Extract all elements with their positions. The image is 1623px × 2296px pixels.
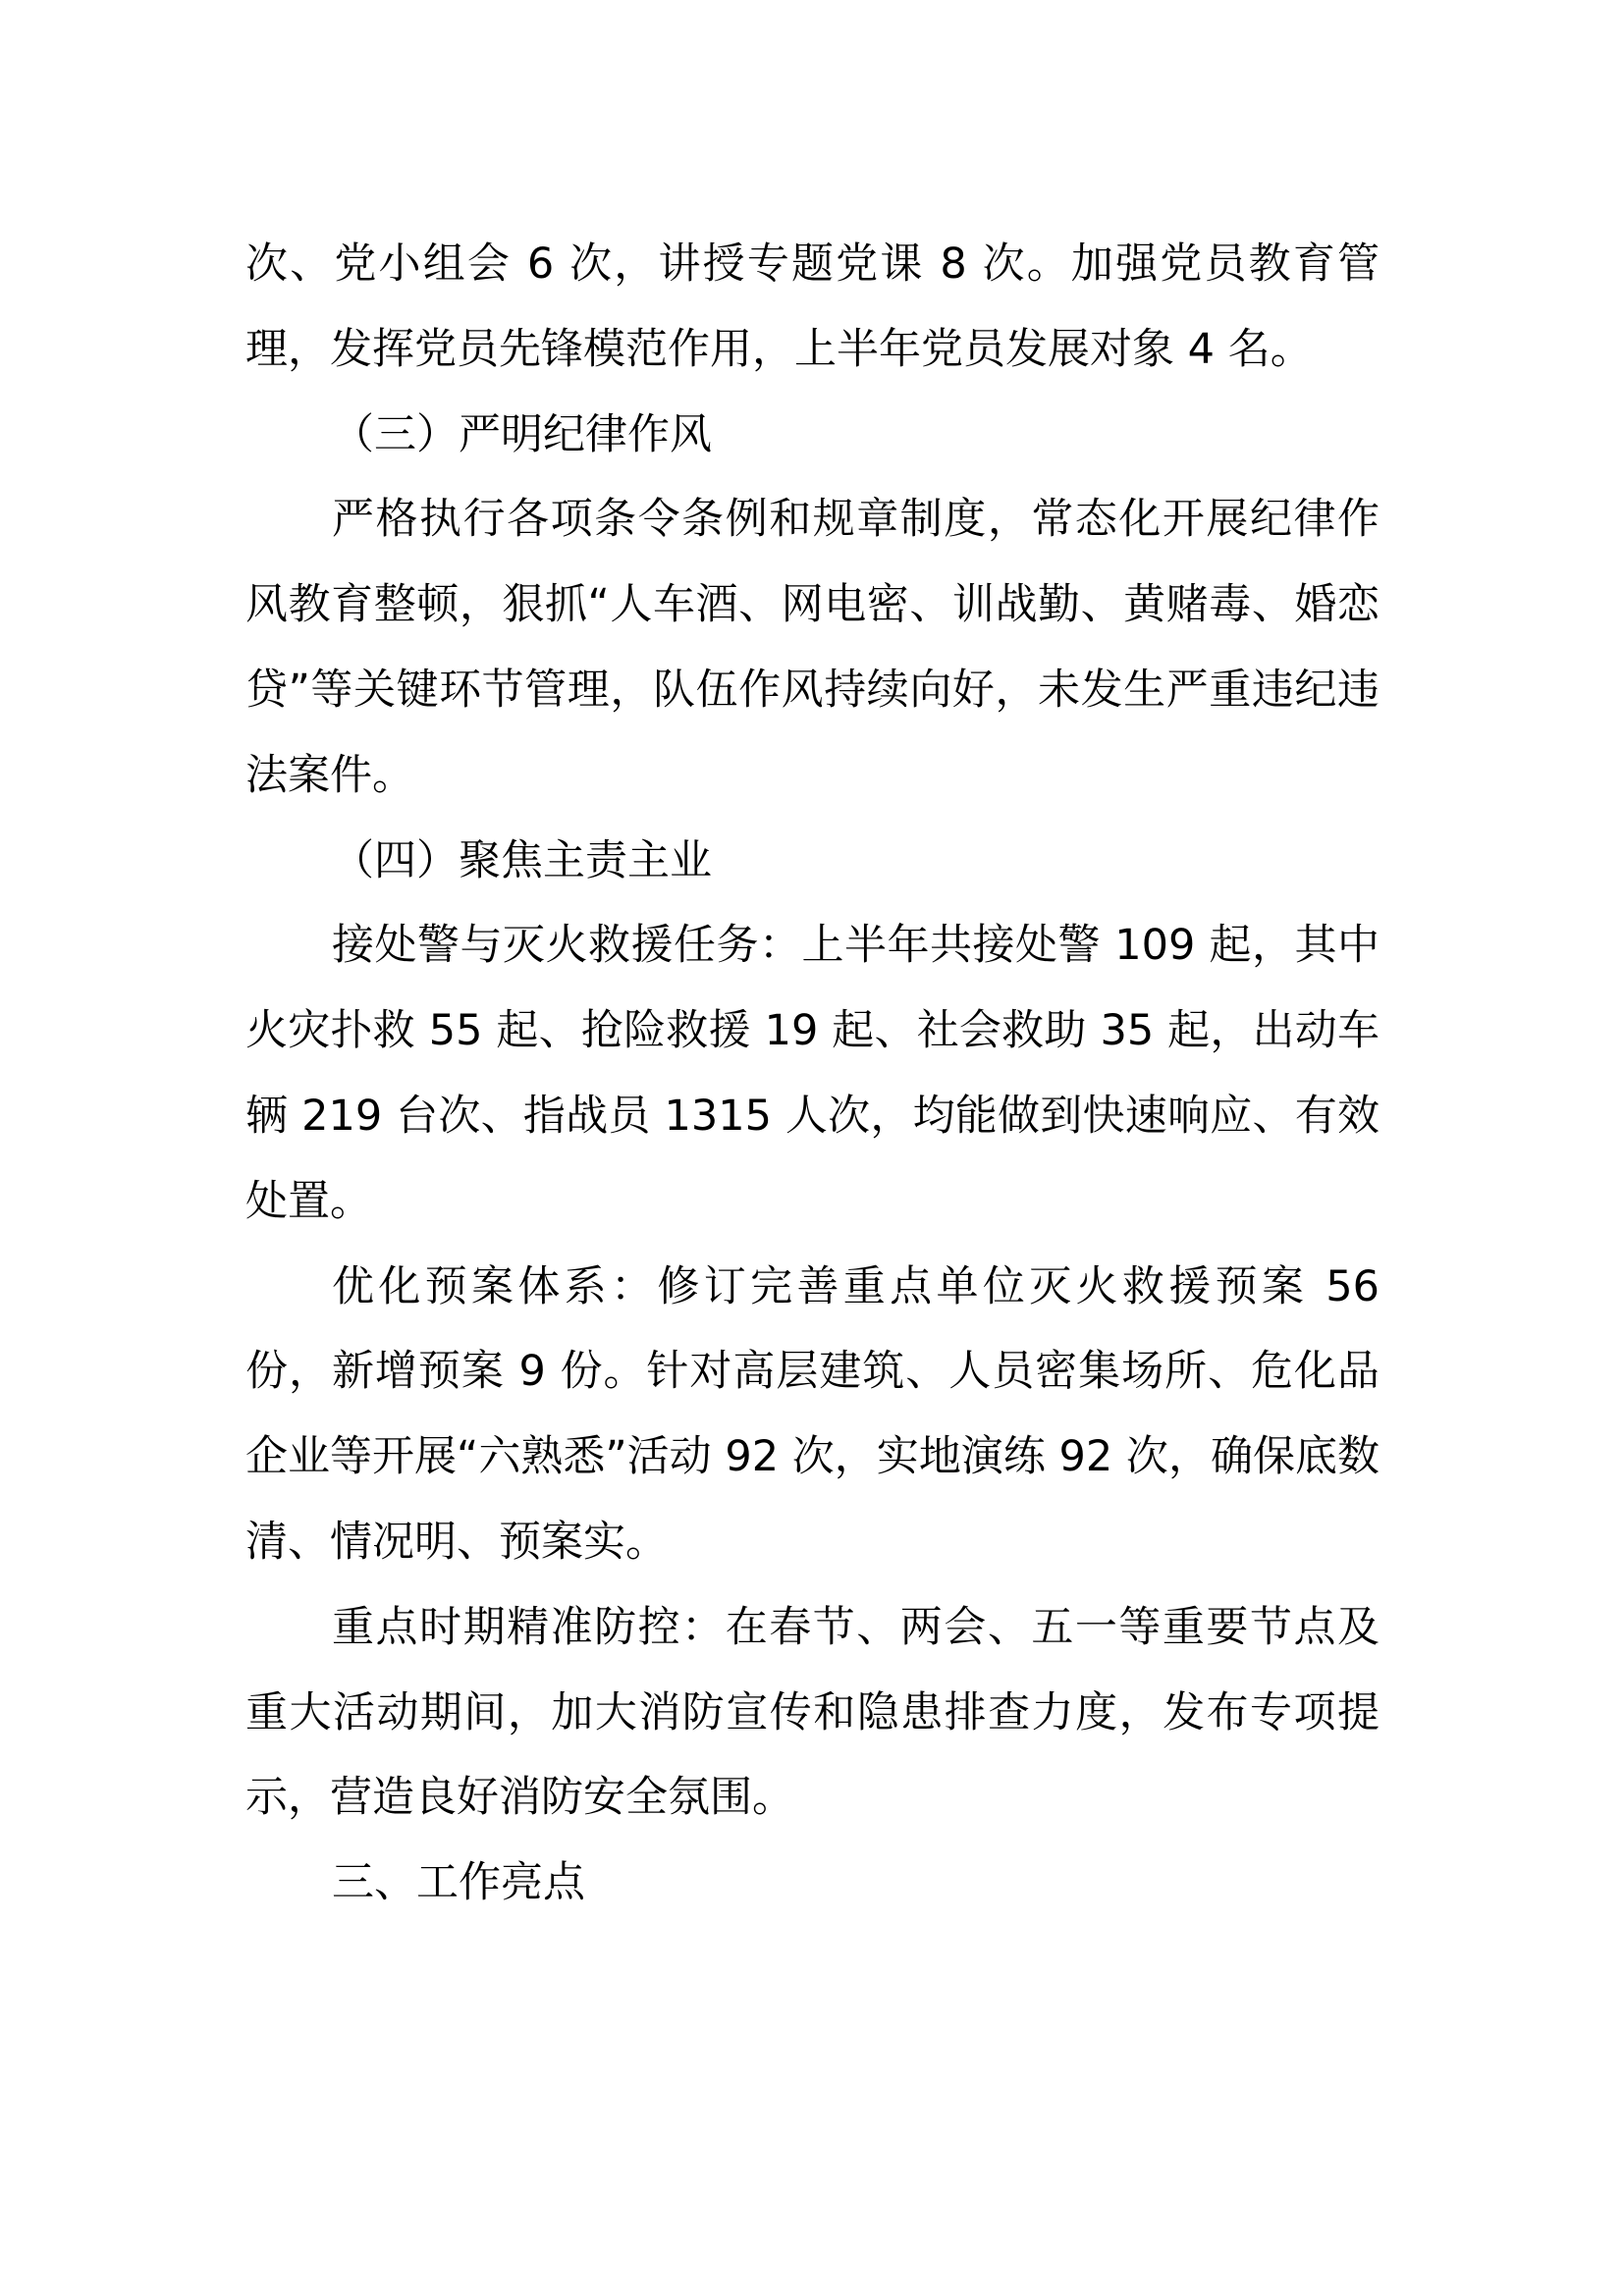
paragraph-contingency-plans: 优化预案体系：修订完善重点单位灭火救援预案 56 份，新增预案 9 份。针对高层建筑、人员密集场所、危化品企业等开展“六熟悉”活动 92 次，实地演练 92 次，确保底数清、情况明、预案实。 (245, 1261, 1380, 1567)
paragraph-discipline: 严格执行各项条令条例和规章制度，常态化开展纪律作风教育整顿，狠抓“人车酒、网电密、训战勤、黄赌毒、婚恋贷”等关键环节管理，队伍作风持续向好，未发生严重违纪违法案件。 (245, 495, 1380, 800)
document-page (245, 222, 1380, 1926)
section-heading-highlights: 三、工作亮点 (332, 1858, 585, 1908)
paragraph-emergency-response: 接处警与灭火救援任务：上半年共接处警 109 起，其中火灾扑救 55 起、抢险救援 19 起、社会救助 35 起，出动车辆 219 台次、指战员 1315 人次，均能做到快速响应、有效处置。 (245, 921, 1380, 1226)
subheading-main-duties: （四）聚焦主责主业 (332, 835, 712, 885)
paragraph-key-period-control: 重点时期精准防控：在春节、两会、五一等重要节点及重大活动期间，加大消防宣传和隐患排查力度，发布专项提示，营造良好消防安全氛围。 (245, 1602, 1380, 1823)
paragraph-party-education: 次、党小组会 6 次，讲授专题党课 8 次。加强党员教育管理，发挥党员先锋模范作用，上半年党员发展对象 4 名。 (245, 240, 1380, 374)
subheading-discipline: （三）严明纪律作风 (332, 409, 712, 459)
